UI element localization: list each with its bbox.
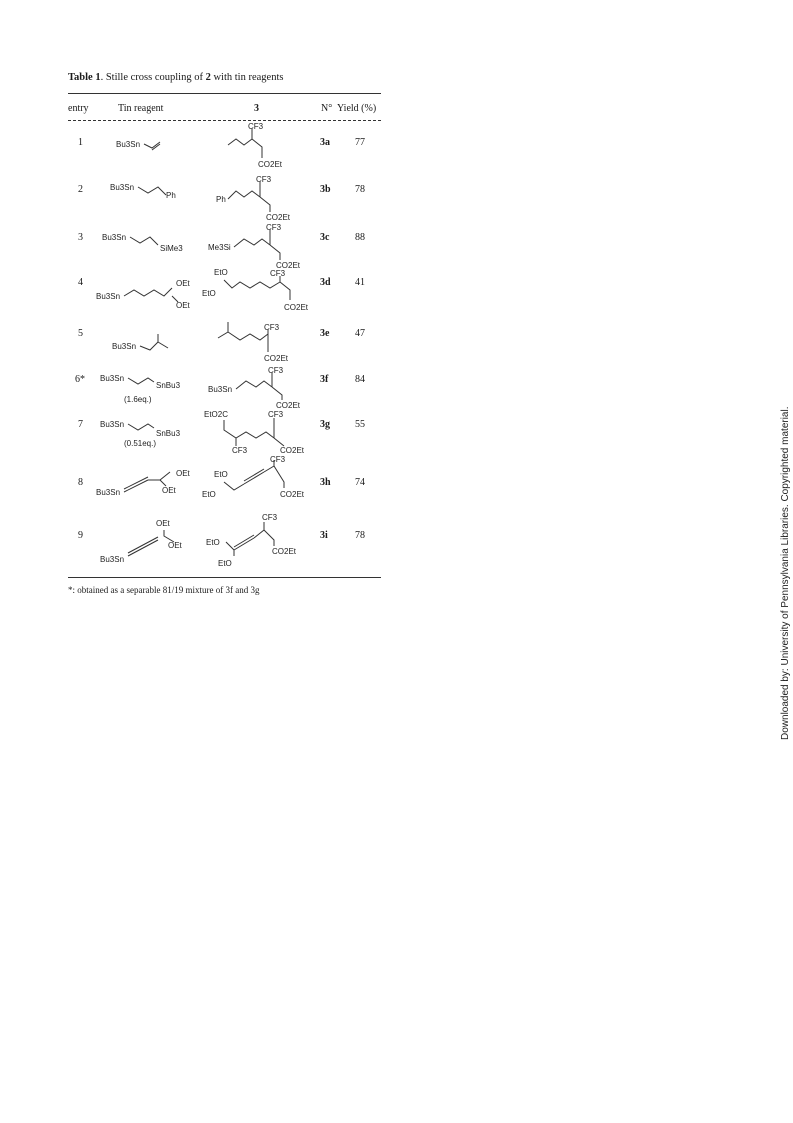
row3-tin-chain [130, 237, 158, 245]
row-9-yield: 78 [355, 530, 365, 541]
row-5-yield: 47 [355, 328, 365, 339]
caption-compound: 2 [205, 72, 211, 83]
row6-tin-bu3sn: Bu3Sn [100, 374, 125, 383]
row9-tin-bu3sn: Bu3Sn [100, 555, 125, 564]
row-5-entry: 5 [78, 328, 83, 339]
header-tin-reagent: Tin reagent [118, 103, 164, 114]
header-yield: Yield (%) [337, 103, 377, 114]
row-9-entry: 9 [78, 530, 83, 541]
row3-prod-me3si: Me3Si [208, 243, 231, 252]
row8-tin-bu3sn: Bu3Sn [96, 488, 121, 497]
row-2-entry: 2 [78, 184, 83, 195]
row9-prod-co2et: CO2Et [272, 547, 297, 556]
row5-prod-cf3: CF3 [264, 323, 280, 332]
row3-prod-chain [234, 239, 270, 247]
row1-prod-co2et: CO2Et [258, 160, 283, 169]
row8-prod-cf3: CF3 [270, 455, 286, 464]
row8-tin-oet-top: OEt [176, 469, 190, 478]
row9-prod-cf3-chain [254, 522, 264, 538]
download-watermark: Downloaded by: University of Pennsylvania Libraries. Copyrighted material. [780, 406, 791, 740]
row4-tin-bu3sn: Bu3Sn [96, 292, 121, 301]
structures-drawing [68, 120, 388, 580]
row9-prod-alkyne [234, 538, 254, 550]
row-1-entry: 1 [78, 137, 83, 148]
caption-label: Table 1 [68, 72, 101, 83]
row5-tin-chain [140, 334, 158, 350]
row2-prod-ester-chain [260, 197, 270, 212]
row-8-entry: 8 [78, 477, 83, 488]
row4-prod-chain [224, 280, 280, 288]
row4-prod-eto-bottom: EtO [202, 289, 216, 298]
row5-tin-methyl [158, 342, 168, 348]
row6-prod-cf3: CF3 [268, 366, 284, 375]
row-7-number: 3g [320, 419, 330, 430]
row8-prod-ester-chain [274, 466, 284, 488]
row7-prod-cf3-bottom: CF3 [232, 446, 248, 455]
row9-prod-eto-bottom: EtO [218, 559, 232, 568]
row4-tin-chain [124, 288, 172, 296]
row6-tin-chain [128, 378, 154, 384]
row8-prod-eto-bottom: EtO [202, 490, 216, 499]
row-4-number: 3d [320, 277, 331, 288]
row-8-yield: 74 [355, 477, 365, 488]
table-bottom-rule [68, 577, 381, 578]
row8-tin-alkyne [124, 480, 148, 492]
row4-prod-cf3: CF3 [270, 269, 286, 278]
row8-prod-chain [224, 482, 244, 490]
row7-tin-eq: (0.51eq.) [124, 439, 157, 448]
caption-text-before: . Stille cross coupling of [100, 72, 206, 83]
table-footnote: *: obtained as a separable 81/19 mixture of 3f and 3g [68, 585, 260, 595]
row8-tin-chain [148, 472, 170, 480]
row2-tin-bu3sn: Bu3Sn [110, 183, 135, 192]
row9-tin-alkyne [128, 540, 158, 556]
row-6-number: 3f [320, 374, 329, 385]
row9-tin-oet-bottom: OEt [168, 541, 182, 550]
row4-prod-eto-top: EtO [214, 268, 228, 277]
row3-tin-bu3sn: Bu3Sn [102, 233, 127, 242]
row6-prod-chain [236, 381, 272, 389]
header-entry: entry [68, 103, 89, 114]
row2-tin-chain [138, 187, 166, 195]
row-4-yield: 41 [355, 277, 365, 288]
row3-prod-ester-chain [270, 245, 280, 260]
table-top-rule [68, 93, 381, 94]
row8-prod-alkyne-2 [244, 469, 264, 481]
row9-tin-alkyne-2 [128, 537, 158, 553]
row2-tin-ph: Ph [166, 191, 176, 200]
caption-text-after: with tin reagents [210, 72, 284, 83]
row7-prod-co2et: CO2Et [280, 446, 305, 455]
row-1-yield: 77 [355, 137, 365, 148]
header-product: 3 [254, 103, 259, 114]
row1-prod-ester-chain [252, 139, 262, 158]
row2-prod-co2et: CO2Et [266, 213, 291, 222]
row6-tin-eq: (1.6eq.) [124, 395, 152, 404]
row8-tin-alkyne-2 [124, 477, 148, 489]
row-3-entry: 3 [78, 232, 83, 243]
row-3-number: 3c [320, 232, 330, 243]
row2-prod-cf3: CF3 [256, 175, 272, 184]
row1-prod-chain [228, 139, 252, 145]
row9-prod-alkyne-2 [234, 535, 254, 547]
row9-prod-eto-top: EtO [206, 538, 220, 547]
row7-tin-snbu3: SnBu3 [156, 429, 181, 438]
row8-prod-co2et: CO2Et [280, 490, 305, 499]
row6-prod-ester-chain [272, 387, 282, 400]
row9-prod-cf3: CF3 [262, 513, 278, 522]
row-6-entry: 6* [75, 374, 85, 385]
row7-prod-eto2c: EtO2C [204, 410, 229, 419]
row2-prod-chain [228, 191, 260, 199]
row-2-number: 3b [320, 184, 331, 195]
row3-prod-co2et: CO2Et [276, 261, 301, 270]
row6-prod-bu3sn: Bu3Sn [208, 385, 233, 394]
row5-prod-chain [228, 332, 268, 340]
row5-prod-co2et: CO2Et [264, 354, 289, 363]
row9-tin-oet-top: OEt [156, 519, 170, 528]
row2-prod-ph: Ph [216, 195, 226, 204]
row4-prod-co2et: CO2Et [284, 303, 309, 312]
row-8-number: 3h [320, 477, 331, 488]
row4-tin-oet-bottom: OEt [176, 301, 190, 310]
row-2-yield: 78 [355, 184, 365, 195]
row3-prod-cf3: CF3 [266, 223, 282, 232]
row9-prod-chain [226, 542, 234, 556]
row-7-yield: 55 [355, 419, 365, 430]
row6-tin-snbu3: SnBu3 [156, 381, 181, 390]
row7-tin-chain [128, 424, 154, 430]
row9-prod-ester-chain [264, 530, 274, 546]
row-9-number: 3i [320, 530, 328, 541]
row5-prod-dimethyl [218, 322, 228, 338]
row7-prod-chain [224, 420, 274, 438]
row4-prod-ester-chain [280, 282, 290, 300]
row-7-entry: 7 [78, 419, 83, 430]
row7-tin-bu3sn: Bu3Sn [100, 420, 125, 429]
row-4-entry: 4 [78, 277, 83, 288]
row5-tin-bu3sn: Bu3Sn [112, 342, 137, 351]
row7-prod-ester-chain [274, 438, 284, 446]
header-number: N° [321, 103, 333, 114]
row8-tin-oet-bottom: OEt [162, 486, 176, 495]
row-1-number: 3a [320, 137, 330, 148]
row3-tin-sime3: SiMe3 [160, 244, 183, 253]
row1-tin-chain [144, 142, 160, 148]
row8-prod-eto-top: EtO [214, 470, 228, 479]
row-5-number: 3e [320, 328, 330, 339]
row1-prod-cf3: CF3 [248, 122, 264, 131]
row-3-yield: 88 [355, 232, 365, 243]
row4-tin-oet-top: OEt [176, 279, 190, 288]
row1-tin-bu3sn: Bu3Sn [116, 140, 141, 149]
table-caption [68, 72, 283, 83]
row-6-yield: 84 [355, 374, 365, 385]
row8-prod-alkyne [244, 472, 264, 484]
row7-prod-cf3-top: CF3 [268, 410, 284, 419]
row6-prod-co2et: CO2Et [276, 401, 301, 410]
